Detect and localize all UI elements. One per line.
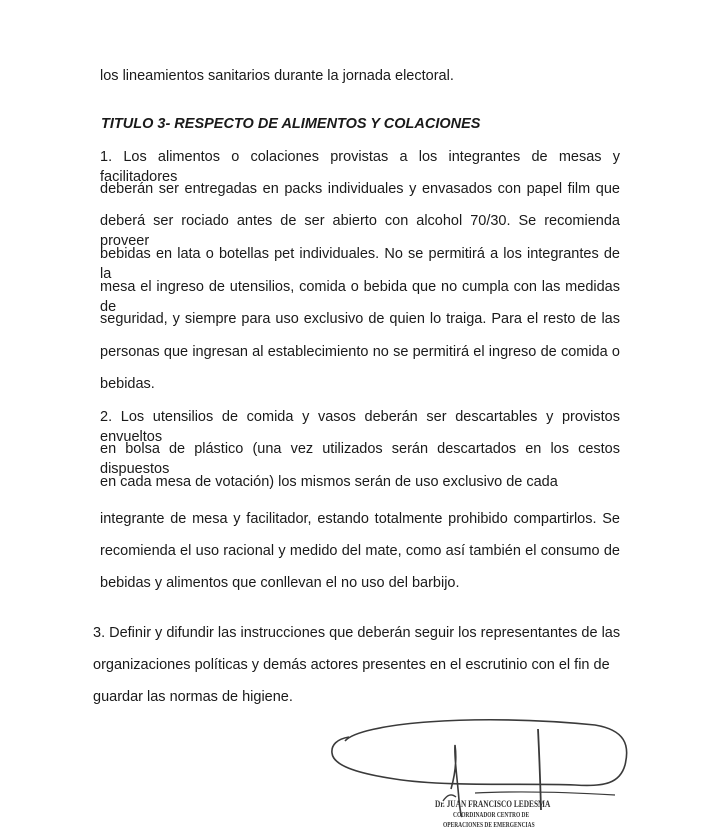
paragraph-line: deberá ser rociado antes de ser abierto con alcohol 70/30. Se recomienda proveer	[100, 213, 620, 249]
paragraph-line: 2. Los utensilios de comida y vasos deberán ser descartables y provistos envueltos	[100, 409, 620, 445]
paragraph-line: bebidas en lata o botellas pet individuales. No se permitirá a los integrantes de la	[100, 246, 620, 282]
signer-title-line-1: COORDINADOR CENTRO DE	[453, 811, 530, 819]
paragraph-line: mesa el ingreso de utensilios, comida o bebida que no cumpla con las medidas de	[100, 279, 620, 315]
paragraph-line: 3. Definir y difundir las instrucciones que deberán seguir los representantes de las	[93, 625, 621, 641]
paragraph-line: 1. Los alimentos o colaciones provistas a los integrantes de mesas y facilitadores	[100, 149, 620, 185]
paragraph-line: seguridad, y siempre para uso exclusivo de quien lo traiga. Para el resto de las	[100, 311, 620, 327]
intro-line: los lineamientos sanitarios durante la jornada electoral.	[100, 68, 454, 84]
paragraph-line: recomienda el uso racional y medido del mate, como así también el consumo de	[100, 543, 620, 559]
paragraph-line: en cada mesa de votación) los mismos serán de uso exclusivo de cada	[100, 474, 558, 490]
paragraph-line: bebidas.	[100, 376, 155, 392]
paragraph-line: personas que ingresan al establecimiento no se permitirá el ingreso de comida o	[100, 344, 620, 360]
paragraph-line: en bolsa de plástico (una vez utilizados serán descartados en los cestos dispuestos	[100, 441, 620, 477]
signature-block	[325, 705, 635, 832]
paragraph-line: deberán ser entregadas en packs individuales y envasados con papel film que	[100, 181, 620, 197]
paragraph-line: organizaciones políticas y demás actores presentes en el escrutinio con el fin de	[93, 657, 610, 673]
paragraph-line: bebidas y alimentos que conllevan el no uso del barbijo.	[100, 575, 460, 591]
paragraph-line: integrante de mesa y facilitador, estando totalmente prohibido compartirlos. Se	[100, 511, 620, 527]
section-heading: TITULO 3- RESPECTO DE ALIMENTOS Y COLACIONES	[101, 116, 481, 132]
signer-name: Dr. JUAN FRANCISCO LEDESMA	[435, 799, 551, 809]
signer-title-line-2: OPERACIONES DE EMERGENCIAS	[443, 821, 535, 829]
paragraph-line: guardar las normas de higiene.	[93, 689, 293, 705]
